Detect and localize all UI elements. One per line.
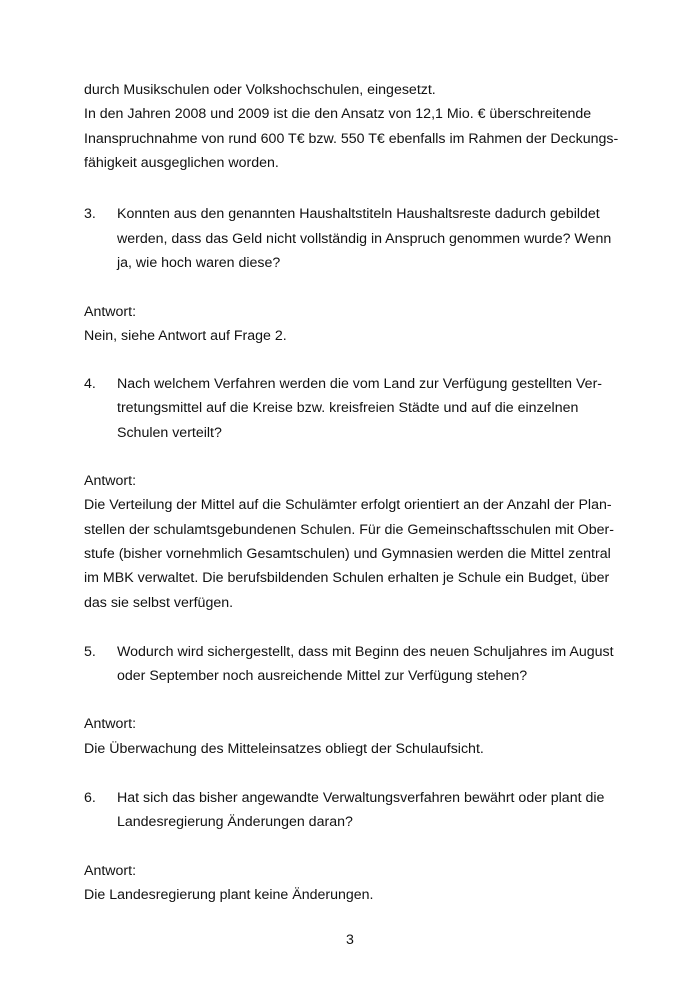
- answer-label: Antwort:: [84, 863, 137, 879]
- answer-text: im MBK verwaltet. Die berufsbildenden Schulen erhalten je Schule ein Budget, über: [84, 570, 610, 586]
- question-text: Landesregierung Änderungen daran?: [117, 814, 353, 830]
- question-text: werden, dass das Geld nicht vollständig in Anspruch genommen wurde? Wenn: [117, 231, 612, 247]
- question-text: Hat sich das bisher angewandte Verwaltungsverfahren bewährt oder plant die: [117, 790, 605, 806]
- question-text: ja, wie hoch waren diese?: [117, 255, 281, 271]
- answer-label: Antwort:: [84, 304, 137, 320]
- question-number: 4.: [84, 376, 96, 392]
- question-text: Konnten aus den genannten Haushaltstiteln Haushaltsreste dadurch gebildet: [117, 206, 600, 222]
- question-text: oder September noch ausreichende Mittel zur Verfügung stehen?: [117, 668, 528, 684]
- answer-text: stellen der schulamtsgebundenen Schulen. Für die Gemeinschaftsschulen mit Ober-: [84, 522, 614, 538]
- question-number: 6.: [84, 790, 96, 806]
- question-number: 3.: [84, 206, 96, 222]
- question-text: tretungsmittel auf die Kreise bzw. kreisfreien Städte und auf die einzelnen: [117, 400, 579, 416]
- answer-text: das sie selbst verfügen.: [84, 595, 234, 611]
- answer-text: Die Überwachung des Mitteleinsatzes obliegt der Schulaufsicht.: [84, 741, 484, 757]
- intro-line: durch Musikschulen oder Volkshochschulen, eingesetzt.: [84, 82, 436, 98]
- answer-text: Nein, siehe Antwort auf Frage 2.: [84, 328, 287, 344]
- question-text: Nach welchem Verfahren werden die vom Land zur Verfügung gestellten Ver-: [117, 376, 603, 392]
- question-text: Schulen verteilt?: [117, 425, 222, 441]
- page-number: 3: [346, 932, 354, 948]
- answer-text: Die Landesregierung plant keine Änderungen.: [84, 887, 374, 903]
- intro-line: Inanspruchnahme von rund 600 T€ bzw. 550 T€ ebenfalls im Rahmen der Deckungs-: [84, 131, 619, 147]
- answer-label: Antwort:: [84, 473, 137, 489]
- answer-text: Die Verteilung der Mittel auf die Schulämter erfolgt orientiert an der Anzahl der Plan-: [84, 497, 612, 513]
- question-text: Wodurch wird sichergestellt, dass mit Beginn des neuen Schuljahres im August: [117, 644, 614, 660]
- intro-line: fähigkeit ausgeglichen worden.: [84, 155, 279, 171]
- intro-line: In den Jahren 2008 und 2009 ist die den Ansatz von 12,1 Mio. € überschreitende: [84, 106, 592, 122]
- answer-label: Antwort:: [84, 716, 137, 732]
- answer-text: stufe (bisher vornehmlich Gesamtschulen) und Gymnasien werden die Mittel zentral: [84, 546, 611, 562]
- question-number: 5.: [84, 644, 96, 660]
